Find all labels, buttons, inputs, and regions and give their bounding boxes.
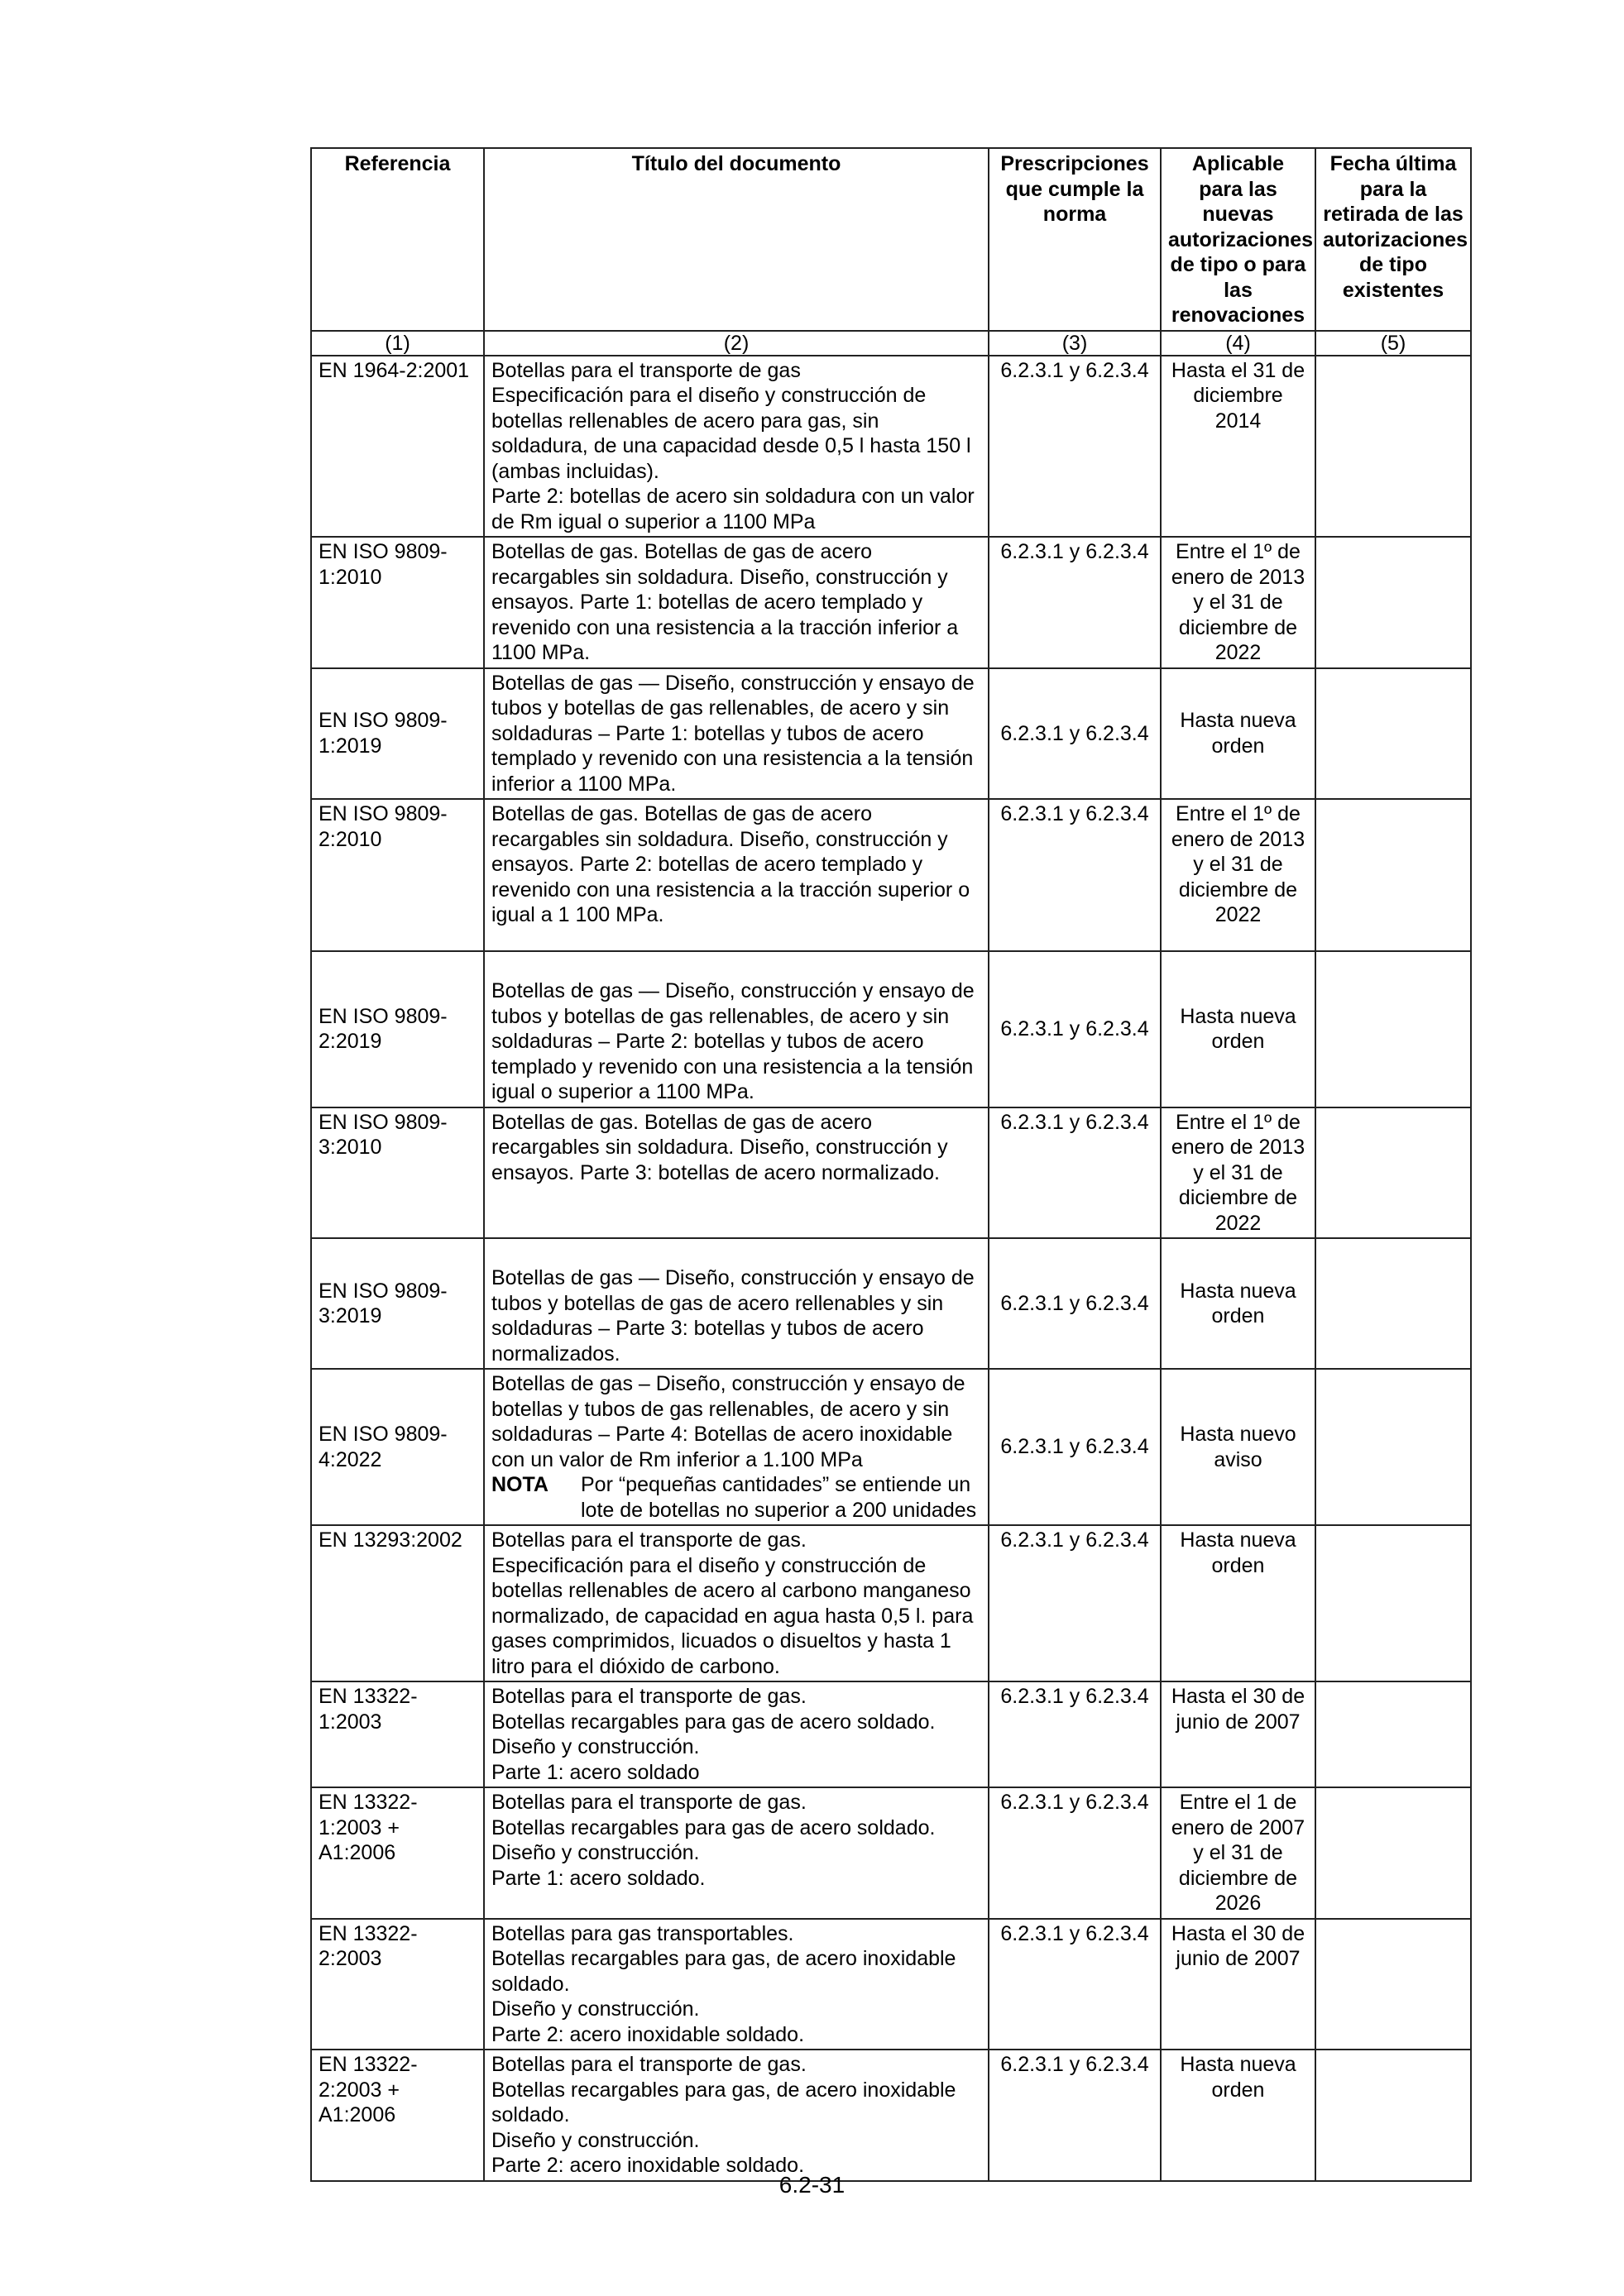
title-line: Parte 2: acero inoxidable soldado. bbox=[491, 2022, 805, 2046]
title-line: Botellas de gas — Diseño, construcción y ensayo de tubos y botellas de gas rellenables, de acero y sin soldaduras – Parte 1: botellas y tubos de acero templado y revenido con una resistencia a la tensión inferior a 1100 MPa. bbox=[491, 671, 975, 796]
title-line: Especificación para el diseño y construcción de botellas rellenables de acero para gas, sin soldadura, de una capacidad desde 0,5 l hasta 150 l (ambas incluidas). bbox=[491, 384, 971, 483]
prescriptions-cell: 6.2.3.1 y 6.2.3.4 bbox=[989, 1525, 1161, 1681]
applicable-cell: Hasta nueva orden bbox=[1161, 2050, 1315, 2181]
table-row bbox=[311, 1525, 1471, 1681]
title-line: Botellas recargables para gas, de acero inoxidable soldado. bbox=[491, 1947, 956, 1996]
title-line: Botellas de gas. Botellas de gas de acero recargables sin soldadura. Diseño, construcción y ensayos. Parte 3: botellas de acero normalizado. bbox=[491, 1110, 948, 1184]
title-cell bbox=[484, 1787, 989, 1919]
applicable-cell: Hasta el 31 de diciembre 2014 bbox=[1161, 356, 1315, 538]
reference-cell: EN 13322-2:2003 bbox=[311, 1919, 484, 2050]
prescriptions-cell: 6.2.3.1 y 6.2.3.4 bbox=[989, 1107, 1161, 1239]
title-cell bbox=[484, 668, 989, 800]
prescriptions-cell: 6.2.3.1 y 6.2.3.4 bbox=[989, 1369, 1161, 1525]
title-line: Botellas para el transporte de gas. bbox=[491, 1528, 807, 1552]
title-cell bbox=[484, 1369, 989, 1525]
withdrawal-cell bbox=[1315, 1369, 1471, 1525]
prescriptions-cell: 6.2.3.1 y 6.2.3.4 bbox=[989, 668, 1161, 800]
header-prescriptions: Prescripciones que cumple la norma bbox=[989, 148, 1161, 331]
table-row bbox=[311, 951, 1471, 1107]
header-withdrawal-date: Fecha última para la retirada de las autorizaciones de tipo existentes bbox=[1315, 148, 1471, 331]
title-line: Botellas para el transporte de gas bbox=[491, 358, 801, 382]
withdrawal-cell bbox=[1315, 1525, 1471, 1681]
withdrawal-cell bbox=[1315, 1681, 1471, 1787]
title-cell bbox=[484, 1919, 989, 2050]
title-line: Botellas de gas. Botellas de gas de acero recargables sin soldadura. Diseño, construcción y ensayos. Parte 1: botellas de acero templado y revenido con una resistencia a la tracción inferior a 1100 MPa. bbox=[491, 540, 959, 664]
table-row bbox=[311, 537, 1471, 668]
title-cell bbox=[484, 1107, 989, 1239]
title-line: Botellas recargables para gas de acero soldado. bbox=[491, 1815, 936, 1839]
title-line: Diseño y construcción. bbox=[491, 1997, 700, 2021]
header-row bbox=[311, 148, 1471, 331]
title-line: Botellas recargables para gas, de acero inoxidable soldado. bbox=[491, 2078, 956, 2126]
title-line: Parte 2: acero inoxidable soldado. bbox=[491, 2154, 805, 2177]
withdrawal-cell bbox=[1315, 1238, 1471, 1369]
withdrawal-cell bbox=[1315, 2050, 1471, 2181]
reference-cell: EN ISO 9809-4:2022 bbox=[311, 1369, 484, 1525]
reference-cell: EN 1964-2:2001 bbox=[311, 356, 484, 538]
table-row bbox=[311, 1681, 1471, 1787]
prescriptions-cell: 6.2.3.1 y 6.2.3.4 bbox=[989, 537, 1161, 668]
table-row bbox=[311, 799, 1471, 951]
standards-table bbox=[310, 147, 1472, 2182]
reference-cell: EN 13322-1:2003 + A1:2006 bbox=[311, 1787, 484, 1919]
applicable-cell: Hasta el 30 de junio de 2007 bbox=[1161, 1919, 1315, 2050]
title-line: Botellas para el transporte de gas. bbox=[491, 1685, 807, 1708]
withdrawal-cell bbox=[1315, 356, 1471, 538]
title-cell bbox=[484, 1681, 989, 1787]
note-text: Por “pequeñas cantidades” se entiende un lote de botellas no superior a 200 unidades bbox=[581, 1473, 977, 1522]
column-number: (4) bbox=[1161, 331, 1315, 356]
prescriptions-cell: 6.2.3.1 y 6.2.3.4 bbox=[989, 799, 1161, 951]
table-row bbox=[311, 356, 1471, 538]
applicable-cell: Hasta nuevo aviso bbox=[1161, 1369, 1315, 1525]
applicable-cell: Hasta nueva orden bbox=[1161, 1238, 1315, 1369]
title-line: Botellas de gas — Diseño, construcción y ensayo de tubos y botellas de gas de acero rellenables y sin soldaduras – Parte 3: botellas y tubos de acero normalizados. bbox=[491, 1266, 975, 1366]
table-row bbox=[311, 1238, 1471, 1369]
title-line: Diseño y construcción. bbox=[491, 1735, 700, 1758]
reference-cell: EN ISO 9809-2:2010 bbox=[311, 799, 484, 951]
reference-cell: EN 13322-1:2003 bbox=[311, 1681, 484, 1787]
table-row bbox=[311, 668, 1471, 800]
column-number: (3) bbox=[989, 331, 1161, 356]
table-row bbox=[311, 1919, 1471, 2050]
title-line: Diseño y construcción. bbox=[491, 1841, 700, 1864]
title-line: Botellas para gas transportables. bbox=[491, 1921, 794, 1945]
table-row bbox=[311, 1107, 1471, 1239]
prescriptions-cell: 6.2.3.1 y 6.2.3.4 bbox=[989, 1681, 1161, 1787]
applicable-cell: Hasta nueva orden bbox=[1161, 1525, 1315, 1681]
note bbox=[491, 1472, 981, 1523]
applicable-cell: Entre el 1º de enero de 2013 y el 31 de diciembre de 2022 bbox=[1161, 537, 1315, 668]
title-cell bbox=[484, 951, 989, 1107]
title-line: Parte 1: acero soldado bbox=[491, 1760, 700, 1784]
reference-cell: EN ISO 9809-3:2010 bbox=[311, 1107, 484, 1239]
title-line: Botellas de gas. Botellas de gas de acero recargables sin soldadura. Diseño, construcción y ensayos. Parte 2: botellas de acero templado y revenido con una resistencia a la tracción superior o igual a 1 100 MPa. bbox=[491, 802, 970, 926]
applicable-cell: Hasta nueva orden bbox=[1161, 668, 1315, 800]
table-row bbox=[311, 1369, 1471, 1525]
title-line: Diseño y construcción. bbox=[491, 2128, 700, 2152]
reference-cell: EN 13293:2002 bbox=[311, 1525, 484, 1681]
title-line: Parte 2: botellas de acero sin soldadura con un valor de Rm igual o superior a 1100 MPa bbox=[491, 485, 975, 533]
title-cell bbox=[484, 1238, 989, 1369]
prescriptions-cell: 6.2.3.1 y 6.2.3.4 bbox=[989, 1238, 1161, 1369]
prescriptions-cell: 6.2.3.1 y 6.2.3.4 bbox=[989, 2050, 1161, 2181]
applicable-cell: Entre el 1 de enero de 2007 y el 31 de diciembre de 2026 bbox=[1161, 1787, 1315, 1919]
title-line: Especificación para el diseño y construcción de botellas rellenables de acero al carbono manganeso normalizado, de capacidad en agua hasta 0,5 l. para gases comprimidos, licuados o disueltos y hasta 1 litro para el dióxido de carbono. bbox=[491, 1553, 974, 1678]
prescriptions-cell: 6.2.3.1 y 6.2.3.4 bbox=[989, 1787, 1161, 1919]
withdrawal-cell bbox=[1315, 1919, 1471, 2050]
reference-cell: EN ISO 9809-1:2019 bbox=[311, 668, 484, 800]
column-number: (5) bbox=[1315, 331, 1471, 356]
title-line: Parte 1: acero soldado. bbox=[491, 1866, 706, 1890]
applicable-cell: Entre el 1º de enero de 2013 y el 31 de diciembre de 2022 bbox=[1161, 1107, 1315, 1239]
page-number: 6.2-31 bbox=[778, 2172, 846, 2198]
title-line: Botellas de gas — Diseño, construcción y ensayo de tubos y botellas de gas rellenables, de acero y sin soldaduras – Parte 2: botellas y tubos de acero templado y revenido con una resistencia a la tensión igual o superior a 1100 MPa. bbox=[491, 979, 975, 1103]
title-cell bbox=[484, 799, 989, 951]
title-cell bbox=[484, 356, 989, 538]
prescriptions-cell: 6.2.3.1 y 6.2.3.4 bbox=[989, 951, 1161, 1107]
header-document-title: Título del documento bbox=[484, 148, 989, 331]
reference-cell: EN ISO 9809-1:2010 bbox=[311, 537, 484, 668]
prescriptions-cell: 6.2.3.1 y 6.2.3.4 bbox=[989, 1919, 1161, 2050]
withdrawal-cell bbox=[1315, 1787, 1471, 1919]
title-line: Botellas de gas – Diseño, construcción y ensayo de botellas y tubos de gas rellenables, de acero y sin soldaduras – Parte 4: Botellas de acero inoxidable con un valor de Rm inferior a 1.100 MPa bbox=[491, 1372, 965, 1471]
applicable-cell: Entre el 1º de enero de 2013 y el 31 de diciembre de 2022 bbox=[1161, 799, 1315, 951]
withdrawal-cell bbox=[1315, 951, 1471, 1107]
title-line: Botellas para el transporte de gas. bbox=[491, 1791, 807, 1814]
reference-cell: EN ISO 9809-3:2019 bbox=[311, 1238, 484, 1369]
withdrawal-cell bbox=[1315, 1107, 1471, 1239]
title-line: Botellas para el transporte de gas. bbox=[491, 2053, 807, 2076]
withdrawal-cell bbox=[1315, 668, 1471, 800]
title-cell bbox=[484, 2050, 989, 2181]
note-label: NOTA bbox=[491, 1473, 549, 1496]
reference-cell: EN 13322-2:2003 + A1:2006 bbox=[311, 2050, 484, 2181]
header-applicable: Aplicable para las nuevas autorizaciones de tipo o para las renovaciones bbox=[1161, 148, 1315, 331]
withdrawal-cell bbox=[1315, 537, 1471, 668]
applicable-cell: Hasta nueva orden bbox=[1161, 951, 1315, 1107]
table-row bbox=[311, 1787, 1471, 1919]
table-row bbox=[311, 2050, 1471, 2181]
prescriptions-cell: 6.2.3.1 y 6.2.3.4 bbox=[989, 356, 1161, 538]
reference-cell: EN ISO 9809-2:2019 bbox=[311, 951, 484, 1107]
column-number: (2) bbox=[484, 331, 989, 356]
title-cell bbox=[484, 537, 989, 668]
header-reference: Referencia bbox=[311, 148, 484, 331]
column-number-row bbox=[311, 331, 1471, 356]
withdrawal-cell bbox=[1315, 799, 1471, 951]
column-number: (1) bbox=[311, 331, 484, 356]
title-cell bbox=[484, 1525, 989, 1681]
applicable-cell: Hasta el 30 de junio de 2007 bbox=[1161, 1681, 1315, 1787]
title-line: Botellas recargables para gas de acero soldado. bbox=[491, 1710, 936, 1734]
